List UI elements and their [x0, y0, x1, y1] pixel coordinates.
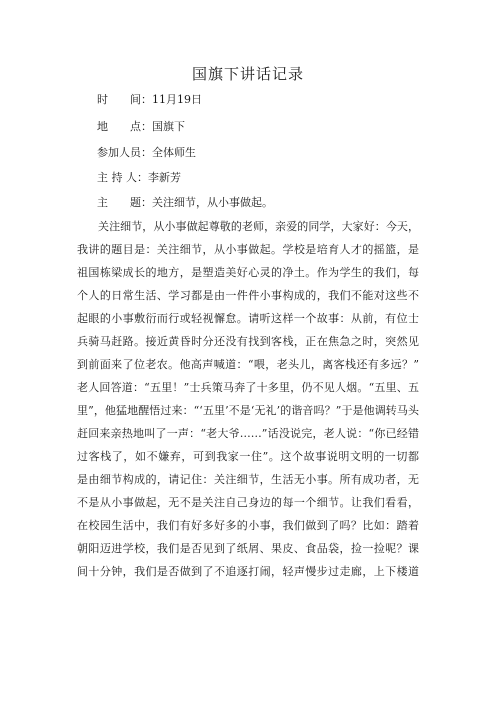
meta-host-value: 李新芳 — [148, 171, 181, 184]
body-line: 过客栈了，如不嫌弃，可到我家一住”。这个故事说明文明的一切都 — [77, 450, 419, 463]
body-line: 祖国栋梁成长的地方，是塑造美好心灵的净土。作为学生的我们，每 — [77, 266, 419, 279]
meta-topic-label: 主 题： — [97, 196, 152, 209]
body-line: 老人回答道：“五里！”士兵策马奔了十多里，仍不见人烟。“五里、五 — [77, 381, 419, 394]
meta-topic — [97, 196, 273, 210]
document-title: 国旗下讲话记录 — [191, 65, 304, 83]
meta-topic-value: 关注细节，从小事做起。 — [152, 196, 273, 209]
body-line: 起眼的小事敷衍而行或轻视懈怠。请听这样一个故事：从前，有位士 — [77, 312, 419, 325]
meta-participants — [97, 146, 196, 160]
body-line: 我讲的题目是：关注细节，从小事做起。学校是培育人才的摇篮，是 — [77, 243, 419, 256]
meta-time-label: 时 间： — [97, 93, 152, 106]
body-line: 是由细节构成的，请记住：关注细节，生活无小事。所有成功者，无 — [77, 473, 419, 486]
meta-host — [97, 171, 181, 185]
body-line: 间十分钟，我们是否做到了不追逐打闹，轻声慢步过走廊，上下楼道 — [77, 565, 419, 578]
meta-time — [97, 93, 202, 107]
meta-time-value: 11月19日 — [152, 93, 202, 106]
meta-place — [97, 120, 185, 134]
meta-participants-label: 参加人员： — [97, 146, 152, 159]
body-line: 赶回来亲热地叫了一声：“老大爷……”话没说完，老人说：“你已经错 — [77, 427, 419, 440]
meta-host-label: 主 持 人： — [97, 171, 148, 184]
speech-body — [77, 215, 419, 583]
body-line: 不是从小事做起，无不是关注自己身边的每一个细节。让我们看看， — [77, 496, 419, 509]
meta-place-value: 国旗下 — [152, 120, 185, 133]
body-line: 关注细节，从小事做起尊敬的老师，亲爱的同学，大家好：今天， — [98, 220, 419, 233]
body-line: 兵骑马赶路。接近黄昏时分还没有找到客栈，正在焦急之时，突然见 — [77, 335, 419, 348]
meta-place-label: 地 点： — [97, 120, 152, 133]
body-line: 里”，他猛地醒悟过来：“‘五里’不是‘无礼’的谐音吗？”于是他调转马头 — [77, 404, 419, 417]
meta-participants-value: 全体师生 — [152, 146, 196, 159]
body-line: 个人的日常生活、学习都是由一件件小事构成的，我们不能对这些不 — [77, 289, 419, 302]
body-line: 到前面来了位老农。他高声喊道：“喂，老头儿，离客栈还有多远？” — [77, 358, 419, 371]
body-line: 在校园生活中，我们有好多好多的小事，我们做到了吗？比如：踏着 — [77, 519, 419, 532]
body-line: 朝阳迈进学校，我们是否见到了纸屑、果皮、食品袋，捡一捡呢？课 — [77, 542, 419, 555]
